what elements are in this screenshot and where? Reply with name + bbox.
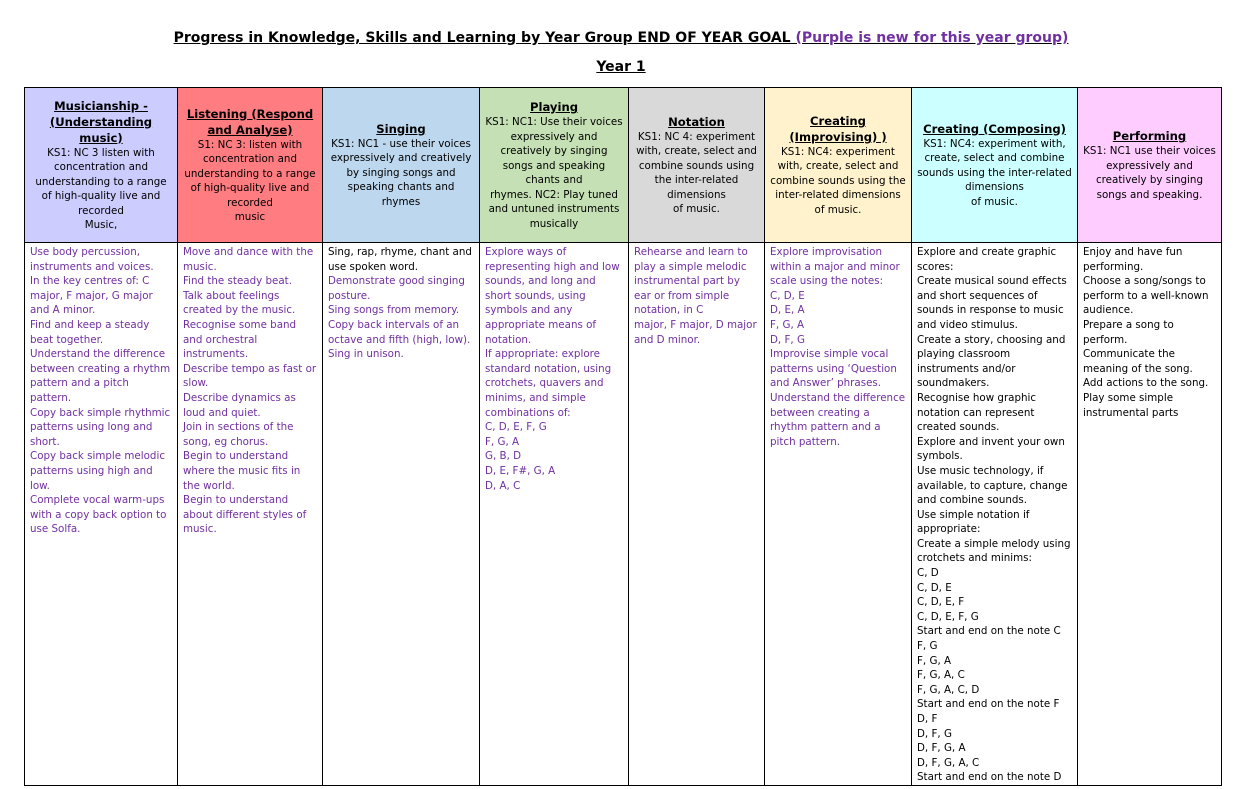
column-description-composing: KS1: NC4: experiment with, create, select and combine sounds using the inter-related dimensions [917,137,1072,194]
header-cell-improvising [765,88,912,243]
column-heading-musicianship: Musicianship - (Understanding music) [49,98,153,145]
list-item: D, F, G [917,727,952,740]
list-item: Enjoy and have fun performing. [1083,246,1183,273]
list-item: Start and end on the note C [917,625,1061,638]
list-item: Explore and invent your own symbols. [917,435,1065,463]
list-item: C, D [917,567,939,580]
column-heading-singing: Singing [376,121,426,136]
list-item: Join in sections of the song, eg chorus. [183,421,294,448]
column-heading-composing: Creating (Composing) [923,121,1066,136]
list-item: D, F, G [770,333,805,346]
list-item: C, D, E, F [917,596,965,609]
column-heading-performing: Performing [1112,129,1187,143]
list-item: D, F, G, A, C [917,756,980,769]
column-description-notation: KS1: NC 4: experiment with, create, select and combine sounds using the inter-related dimensions [636,130,757,201]
list-item: D, A, C [485,479,521,492]
content-row [25,243,1222,786]
list-item: Communicate the meaning of the song. [1083,348,1193,375]
list-item: Explore ways of representing high and low sounds, and long and short sounds, using symbols and any appropriate means of notation. [485,246,620,346]
list-item: Sing songs from memory. [328,304,460,317]
column-description-performing: KS1: NC1 use their voices expressively and creatively by singing songs and speaking. [1083,145,1216,201]
header-cell-notation [629,88,765,243]
list-item: In the key centres of: C major, F major, G major and A minor. [30,275,153,317]
column-description-listening: music [234,211,266,223]
column-description-musicianship: Music, [84,219,118,231]
list-item: Improvise simple vocal patterns using ‘Question and Answer’ phrases. [770,348,897,390]
list-item: Describe dynamics as loud and quiet. [183,391,296,419]
list-item: Copy back intervals of an octave and fifth (high, low). [328,318,471,346]
column-heading-listening: Listening (Respond and Analyse) [186,106,314,137]
list-item: Use music technology, if available, to capture, change and combine sounds. [917,464,1068,507]
list-item: D, E, A [770,304,805,317]
column-description-singing: KS1: NC1 - use their voices expressively and creatively by singing songs and speaking chants and rhymes [330,137,472,208]
list-item: F, G, A, C [917,669,965,682]
column-description-playing: KS1: NC1: Use their voices expressively and creatively by singing songs and speaking chants and [485,116,623,186]
column-heading-playing: Playing [529,100,579,114]
header-cell-playing [480,88,629,243]
content-cell-listening [178,243,323,786]
list-item: Recognise some band and orchestral instruments. [183,318,297,361]
list-item: Sing, rap, rhyme, chant and use spoken word. [328,246,472,273]
list-item: Understand the difference between creating a rhythm pattern and a pitch pattern. [30,348,171,404]
list-item: F, G, A [485,435,520,448]
list-item: Create musical sound effects and short sequences of sounds in response to music and video stimulus. [917,275,1067,331]
column-description-notation: of music. [673,203,720,215]
list-item: Understand the difference between creating a rhythm pattern and a pitch pattern. [770,391,906,448]
header-cell-listening [178,88,323,243]
list-item: Find the steady beat. [183,275,292,288]
list-item: Explore improvisation within a major and minor scale using the notes: [770,246,900,288]
content-cell-improvising [765,243,912,786]
list-item: Choose a song/songs to perform to a well-known audience. [1083,275,1209,317]
list-item: Use simple notation if appropriate: [917,508,1030,536]
list-item: Demonstrate good singing posture. [328,275,465,302]
list-item: D, F [917,713,938,725]
progress-table [24,87,1222,786]
content-cell-composing [912,243,1078,786]
list-item: Copy back simple melodic patterns using high and low. [30,450,165,492]
list-item: D, F, G, A [917,742,966,755]
list-item: C, D, E [770,289,805,302]
list-item: Start and end on the note D [917,771,1062,784]
list-item: Rehearse and learn to play a simple melodic instrumental part by ear or from simple notation, in C [634,246,748,317]
list-item: Complete vocal warm-ups with a copy back option to use Solfa. [30,494,167,536]
list-item: C, D, E, F, G [485,421,547,434]
header-cell-performing [1078,88,1222,243]
list-item: Find and keep a steady beat together. [30,318,150,346]
list-item: Create a simple melody using crotchets and minims: [917,537,1071,565]
content-cell-notation [629,243,765,786]
list-item: C, D, E, F, G [917,610,979,623]
list-item: Start and end on the note F [917,698,1060,711]
column-description-improvising: KS1: NC4: experiment with, create, select and combine sounds using the inter-related dimensions of music. [770,145,906,216]
list-item: G, B, D [485,450,522,463]
list-item: Use body percussion, instruments and voices. [30,246,154,273]
content-cell-playing [480,243,629,786]
list-item: If appropriate: explore standard notation, using crotchets, quavers and minims, and simple combinations of: [485,348,612,419]
header-cell-singing [323,88,480,243]
column-description-musicianship: KS1: NC 3 listen with concentration and understanding to a range of high-quality live and recorded [35,146,167,217]
list-item: Play some simple instrumental parts [1083,391,1179,419]
list-item: F, G, A [917,654,952,667]
content-cell-performing [1078,243,1222,786]
list-item: F, G, A, C, D [917,683,980,696]
header-row [25,88,1222,243]
list-item: Begin to understand about different styles of music. [183,494,307,536]
column-heading-improvising: Creating (Improvising) ) [789,113,887,144]
list-item: Sing in unison. [328,348,404,361]
list-item: Describe tempo as fast or slow. [183,362,317,390]
list-item: major, F major, D major and D minor. [634,318,757,346]
column-description-composing: of music. [971,195,1018,208]
list-item: Talk about feelings created by the music. [183,289,296,317]
list-item: Explore and create graphic scores: [917,246,1057,273]
list-item: Copy back simple rhythmic patterns using long and short. [30,406,171,448]
page-title-note: (Purple is new for this year group) [795,30,1069,46]
page-title [0,30,1242,46]
list-item: Begin to understand where the music fits in the world. [183,450,301,492]
list-item: C, D, E [917,581,952,594]
list-item: F, G, A [770,318,805,331]
list-item: Prepare a song to perform. [1083,318,1174,346]
list-item: Recognise how graphic notation can represent created sounds. [917,391,1037,434]
column-heading-notation: Notation [668,114,725,129]
header-cell-musicianship [25,88,178,243]
header-cell-composing [912,88,1078,243]
column-description-playing: rhymes. NC2: Play tuned and untuned instruments musically [488,188,620,230]
list-item: F, G [917,640,938,653]
list-item: D, E, F#, G, A [485,464,556,477]
list-item: Add actions to the song. [1083,377,1209,390]
list-item: Move and dance with the music. [183,246,314,273]
content-cell-musicianship [25,243,178,786]
page-title-main: Progress in Knowledge, Skills and Learning by Year Group END OF YEAR GOAL [173,30,791,46]
year-heading: Year 1 [596,59,646,75]
list-item: Create a story, choosing and playing classroom instruments and/or soundmakers. [917,333,1066,390]
content-cell-singing [323,243,480,786]
column-description-listening: S1: NC 3: listen with concentration and understanding to a range of high-quality live and recorded [184,138,316,209]
